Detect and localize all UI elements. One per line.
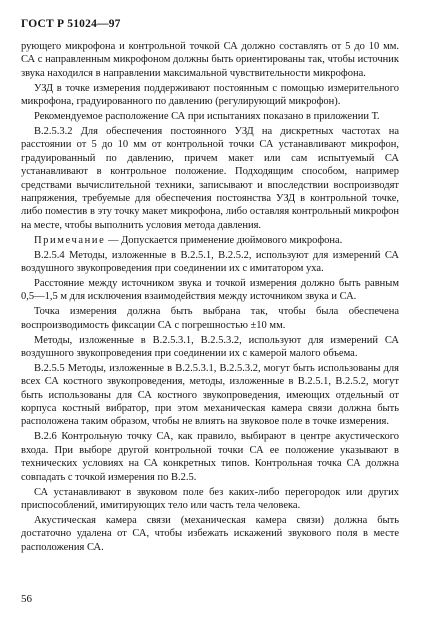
page-number: 56 xyxy=(21,593,32,605)
note-dash: — xyxy=(105,234,122,246)
paragraph: В.2.5.3.2 Для обеспечения постоянного УЗД на дискретных частотах на расстоянии от 5 до 10 мм от контрольной точки СА устанавливают микрофон, градуированный по давлению, причем макет или сам испытуемый СА устанавливают в контрольное положение. Подходящим способом, например средствами вычислительной техники, записывают и впоследствии воспроизводят напряжения, требуемые для обеспечения постоянства УЗД в контрольной точке, либо поместив в эту точку макет микрофона, либо оставляя контрольный микрофон на месте, чтобы выполнить условия метода давления. xyxy=(21,125,399,231)
paragraph: В.2.6 Контрольную точку СА, как правило, выбирают в центре акустического входа. При выборе другой контрольной точки СА ее положение указывают в технических условиях на СА конкретных типов. Контрольная точка СА должна совпадать с точкой измерения по В.2.5. xyxy=(21,431,399,483)
note-text: Допускается применение дюймового микрофона. xyxy=(121,234,343,246)
paragraph: УЗД в точке измерения поддерживают постоянным с помощью измерительного микрофона, градуированного по давлению (регулирующий микрофон). xyxy=(21,82,399,108)
paragraph: Расстояние между источником звука и точкой измерения должно быть равным 0,5—1,5 м для исключения взаимодействия между источником звука и СА. xyxy=(21,277,399,303)
paragraph: рующего микрофона и контрольной точкой СА должно составлять от 5 до 10 мм. СА с направленным микрофоном должны быть ориентированы так, чтобы источник звука находился в направлении максимальной чувствительности микрофона. xyxy=(21,41,399,79)
note-label: Примечание xyxy=(34,234,106,246)
paragraph: В.2.5.5 Методы, изложенные в В.2.5.3.1, В.2.5.3.2, могут быть использованы для всех СА костного звукопроведения, методы, изложенные в В.2.5.1, В.2.5.2, могут быть использованы для СА костного звукопроведения, имеющих отдельный от корпуса костный вибратор, при этом механическая камера связи должна быть расположена таким образом, чтобы не влиять на звуковое поле в точке измерения. xyxy=(21,362,399,428)
paragraph: Точка измерения должна быть выбрана так, чтобы была обеспечена воспроизводимость фиксации СА с погрешностью ±10 мм. xyxy=(21,306,399,331)
paragraph: Методы, изложенные в В.2.5.3.1, В.2.5.3.2, используют для измерений СА воздушного звукопроведения при соединении их с камерой малого объема. xyxy=(21,334,399,359)
standard-header: ГОСТ Р 51024—97 xyxy=(21,18,121,30)
paragraph: СА устанавливают в звуковом поле без каких-либо перегородок или других приспособлений, имитирующих тело или часть тела человека. xyxy=(21,486,399,511)
paragraph: В.2.5.4 Методы, изложенные в В.2.5.1, В.2.5.2, используют для измерений СА воздушного звукопроведения при соединении их с имитатором уха. xyxy=(21,249,399,274)
document-body xyxy=(21,40,399,556)
paragraph: Акустическая камера связи (механическая камера связи) должна быть достаточно удалена от СА, чтобы избежать искажений звукового поля в месте расположения СА. xyxy=(21,514,399,553)
note-paragraph xyxy=(21,234,399,247)
paragraph: Рекомендуемое расположение СА при испытаниях показано в приложении Т. xyxy=(34,111,380,123)
